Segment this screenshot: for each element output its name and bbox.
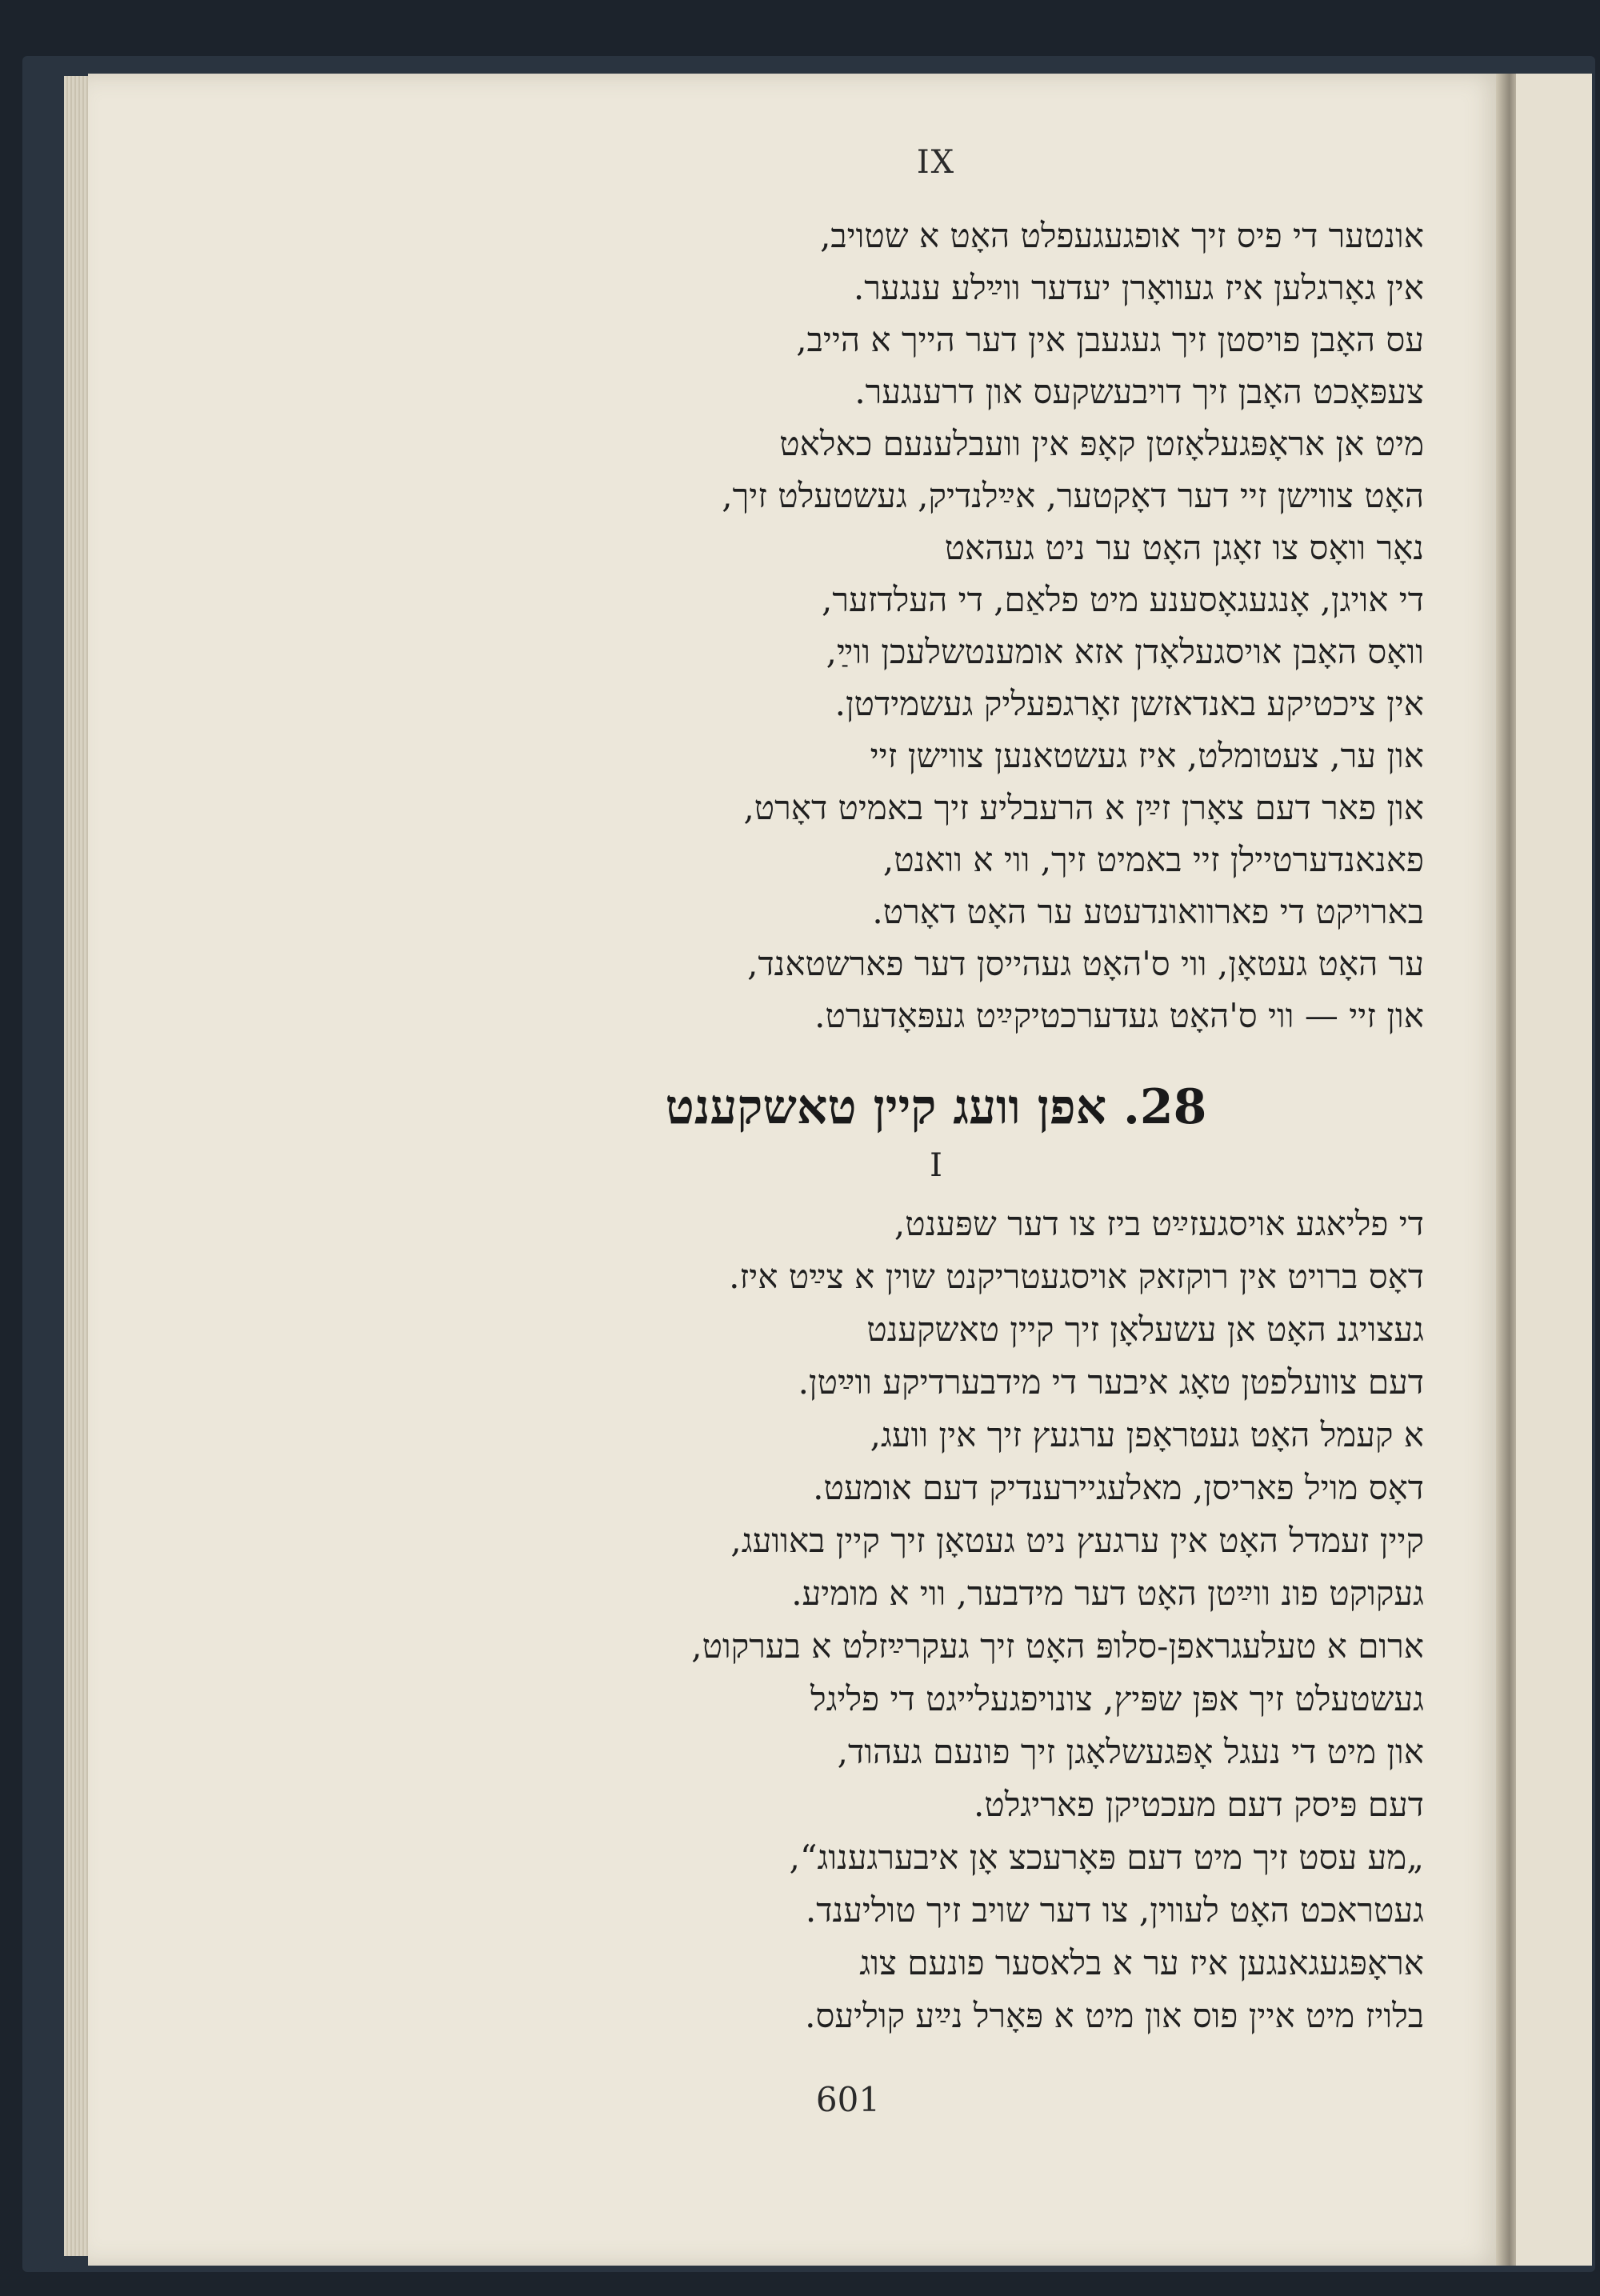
poem-line: דעם פּיסק דעם מעכטיקן פאריגלט. <box>974 1785 1424 1824</box>
poem-line: געקוקט פונ ווײַטן האָט דער מידבער, ווי א מומיע. <box>791 1574 1424 1613</box>
section-part-number: I <box>930 1147 942 1184</box>
page-text <box>448 120 1424 2042</box>
poem-line: אונטער די פיס זיך אופגעגעפלט האָט א שטויב, <box>820 216 1424 255</box>
poem-line: בלויז מיט איין פוס און מיט א פּאָרל נײַע קוליעס. <box>805 1996 1424 2035</box>
poem-line: „מע עסט זיך מיט דעם פּאָרעכצ אָן איבערגענוג“, <box>789 1838 1424 1877</box>
poem-line: געטראכט האָט לעווין, צו דער שויב זיך טוליענד. <box>805 1890 1424 1930</box>
poem-line: דאָס מויל פאריסן, מאלעגיירענדיק דעם אומעט. <box>813 1468 1424 1507</box>
poem-line: און זיי — ווי ס'האָט געדערכטיקײַט געפּאָדערט. <box>814 996 1424 1035</box>
poem-line: די אויגן, אָנגעגאָסענע מיט פלאַם, די העלדזער, <box>822 580 1424 619</box>
poem-line: אין ציכטיקע באנדאזשן זאָרגפעליק געשמידטן. <box>834 684 1424 723</box>
poem-line: קיין זעמדל האָט אין ערגעץ ניט געטאָן זיך קיין באוועג, <box>730 1521 1424 1560</box>
poem-line: האָט צווישן זיי דער דאָקטער, אײַלנדיק, געשטעלט זיך, <box>722 476 1424 515</box>
roman-folio: IX <box>916 144 956 181</box>
poem-line: וואָס האָבן אויסגעלאָדן אזא אומענטשלעכן ווײַ, <box>826 632 1424 671</box>
poem-line: א קעמל האָט געטראָפן ערגעץ זיך אין וועג, <box>870 1415 1424 1454</box>
poem-line: די פליאגע אויסגעזײַט ביז צו דער שפּענט, <box>894 1204 1424 1243</box>
right-page-edge <box>1516 74 1592 2266</box>
poem-line: און מיט די נעגל אָפּגעשלאָגן זיך פונעם געהוד, <box>837 1732 1424 1771</box>
poem-line: צעפּאָכט האָבן זיך דויבעשקעס און דרענגער. <box>854 372 1424 411</box>
poem-line: דעם צוועלפטן טאָג איבער די מידבערדיקע ווײַטן. <box>798 1362 1424 1402</box>
poem-line: בארויקט די פארוואונדעטע ער האָט דאָרט. <box>872 892 1424 931</box>
book-gutter <box>1496 74 1518 2266</box>
poem-line: און ער, צעטומלט, איז געשטאנען צווישן זיי <box>870 736 1424 775</box>
poem-stanza-1 <box>448 210 1424 1042</box>
poem-line: דאָס ברויט אין רוקזאק אויסגעטריקנט שוין א צײַט איז. <box>729 1257 1424 1296</box>
poem-line: און פאר דעם צאָרן זײַן א הרעבליע זיך באמיט דאָרט, <box>743 788 1424 827</box>
poem-line: ארום א טעלעגראפן-סלופּ האָט זיך געקרײַזלט א בערקוט, <box>691 1626 1424 1666</box>
poem-line: געשטעלט זיך אפּן שפּיץ, צונויפגעלייגט די פליגל <box>810 1679 1424 1718</box>
poem-line: ער האָט געטאָן, ווי ס'האָט געהייסן דער פארשטאנד, <box>747 944 1424 983</box>
poem-line: אין גאָרגלען איז געוואָרן יעדער ווײַלע ענגער. <box>853 268 1424 307</box>
section-title: 28. אפן וועג קיין טאשקענט <box>665 1079 1207 1135</box>
poem-line: פאנאנדערטיילן זיי באמיט זיך, ווי א וואנט, <box>882 840 1424 879</box>
poem-line: נאָר וואָס צו זאָגן האָט ער ניט געהאט <box>944 528 1424 567</box>
page-number: 601 <box>815 2080 881 2119</box>
poem-line: אראָפּגעגאנגען איז ער א בלאסער פונעם צוג <box>859 1943 1424 1982</box>
poem-line: געצויגנ האָט אן עשעלאָן זיך קיין טאשקענט <box>866 1310 1424 1349</box>
poem-stanza-2 <box>448 1198 1424 2042</box>
poem-line: מיט אן אראָפּגעלאָזטן קאָפּ אין וועבלענעם כאלאט <box>779 424 1424 463</box>
poem-line: עס האָבן פויסטן זיך געגעבן אין דער הייך א הייב, <box>796 320 1424 359</box>
